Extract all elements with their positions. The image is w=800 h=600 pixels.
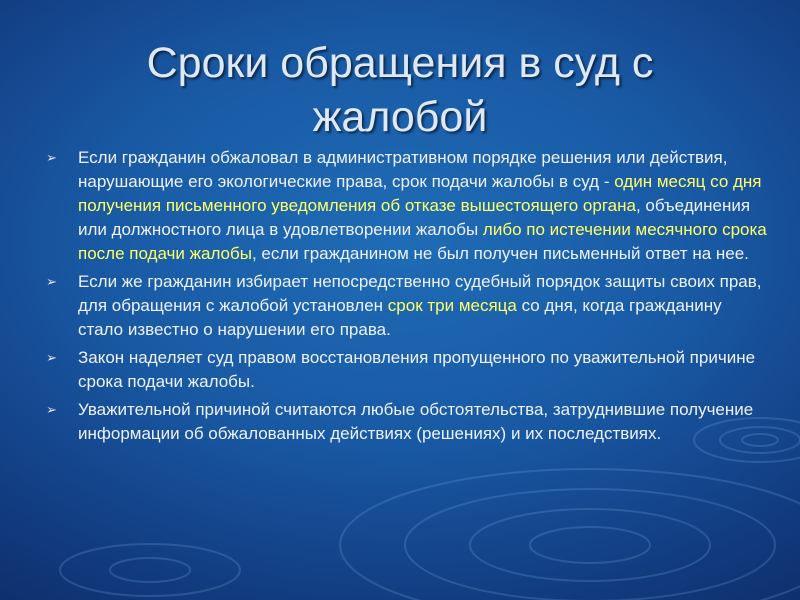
- title-line-2: жалобой: [312, 93, 488, 141]
- list-item: ➢ Если гражданин обжаловал в административном порядке решения или действия, нарушающие его экологические права, срок подачи жалобы в суд - один месяц со дня получения письменного уведомления об отказе вышестоящего органа, объединения или должностного лица в удовлетворении жалобы либо по истечении месячного срока после подачи жалобы, если гражданином не был получен письменный ответ на нее.: [46, 148, 767, 263]
- arrow-bullet-icon: ➢: [46, 350, 57, 365]
- highlight-text: либо по истечении месячного срока после подачи жалобы: [78, 220, 767, 263]
- arrow-bullet-icon: ➢: [46, 274, 57, 289]
- highlight-text: срок три месяца: [387, 296, 517, 315]
- list-item: ➢ Закон наделяет суд правом восстановления пропущенного по уважительной причине срока подачи жалобы.: [46, 348, 756, 391]
- list-item: ➢ Уважительной причиной считаются любые обстоятельства, затруднившие получение информации об обжалованных действиях (решениях) и их последствиях.: [46, 400, 754, 443]
- bullet-list: [44, 146, 770, 450]
- list-item: ➢ Если же гражданин избирает непосредственно судебный порядок защиты своих прав, для обращения с жалобой установлен срок три месяца со дня, когда гражданину стало известно о нарушении его права.: [46, 272, 762, 339]
- title-line-1: Сроки обращения в суд с: [146, 39, 654, 87]
- arrow-bullet-icon: ➢: [46, 402, 57, 417]
- highlight-text: один месяц со дня получения письменного уведомления об отказе вышестоящего органа: [78, 172, 762, 215]
- arrow-bullet-icon: ➢: [46, 150, 57, 165]
- slide-title: [40, 36, 760, 144]
